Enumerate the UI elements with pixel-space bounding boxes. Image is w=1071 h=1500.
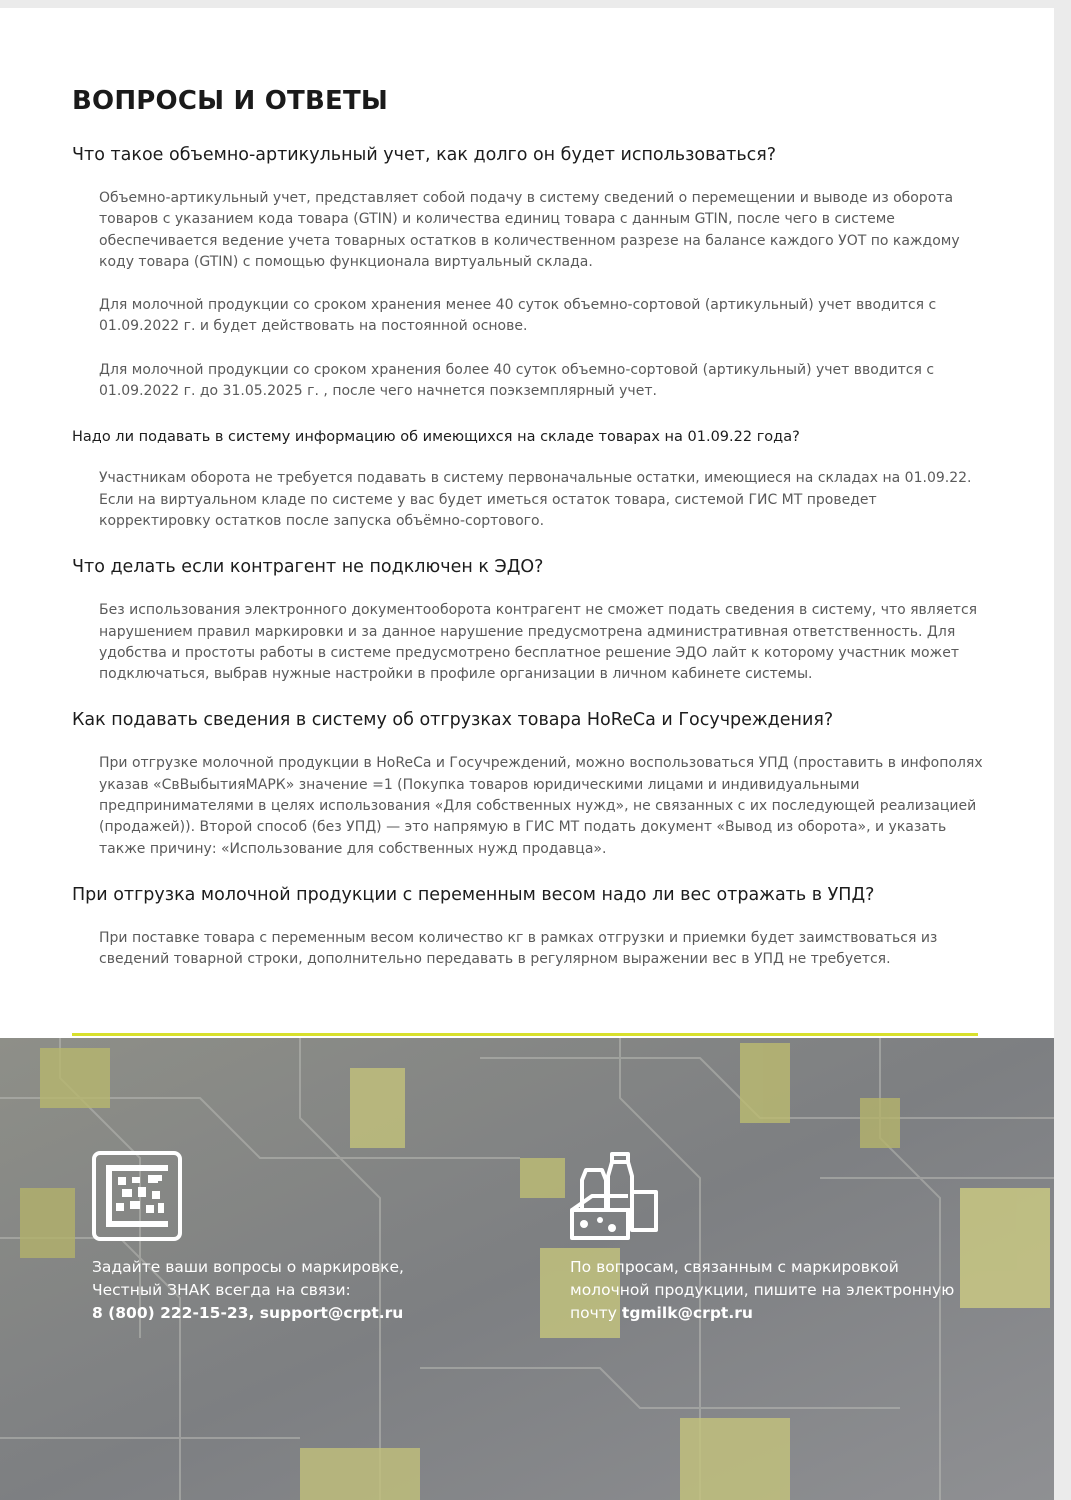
document-page (0, 8, 1054, 1500)
answer-paragraph: Участникам оборота не требуется подавать в систему первоначальные остатки, имеющиеся на складах на 01.09.22. Если на виртуальном кладе по системе у вас будет иметься остаток товара, системой ГИС МТ проведет корректировку остатков после запуска объёмно-сортового. (99, 470, 972, 529)
page-title: ВОПРОСЫ И ОТВЕТЫ (72, 86, 389, 116)
answer (99, 188, 992, 402)
datamatrix-code-icon (92, 1151, 182, 1241)
answer-paragraph: При поставке товара с переменным весом количество кг в рамках отгрузки и приемки будет заимствоваться из сведений товарной строки, дополнительно передавать в регулярном выражении вес в УПД не требуется. (99, 929, 938, 968)
qa-item-2 (72, 426, 992, 532)
answer (99, 600, 992, 685)
answer-paragraph: Объемно-артикульный учет, представляет собой подачу в систему сведений о перемещении и выводе из оборота товаров с указанием кода товара (GTIN) и количества единиц товара с данным GTIN, после чего в системе обеспечивается ведение учета товарных остатков в количественном разрезе на балансе каждого УОТ по каждому коду товара (GTIN) с помощью функционала виртуальный склада. (99, 190, 960, 270)
support-contact-block (92, 1256, 492, 1325)
question: Надо ли подавать в систему информацию об имеющихся на складе товарах на 01.09.22 года? (72, 429, 800, 446)
question: Как подавать сведения в систему об отгрузках товара HoReCa и Госучреждения? (72, 710, 834, 731)
qa-item-1 (72, 144, 992, 402)
qa-item-3 (72, 556, 992, 685)
email-prefix: почту (570, 1304, 622, 1322)
question: При отгрузка молочной продукции с переменным весом надо ли вес отражать в УПД? (72, 884, 875, 905)
contact-line (570, 1302, 990, 1325)
answer (99, 753, 992, 859)
support-phone-email: 8 (800) 222-15-23, support@crpt.ru (92, 1304, 404, 1322)
contact-line: молочной продукции, пишите на электронную (570, 1281, 955, 1299)
answer-paragraph: Для молочной продукции со сроком хранения более 40 суток объемно-сортовой (артикульный) учет вводится с 01.09.2022 г. до 31.05.2025 г. , после чего начнется поэкземплярный учет. (99, 361, 935, 400)
dairy-email-link[interactable]: tgmilk@crpt.ru (621, 1304, 753, 1322)
answer-paragraph: Без использования электронного документооборота контрагент не сможет подать сведения в систему, что является нарушением правил маркировки и за данное нарушение предусмотрена административная ответственность. Для удобства и простоты работы в системе предусмотрено бесплатное решение ЭДО лайт к которому участник может подключаться, выбрав нужные настройки в профиле организации в личном кабинете системы. (99, 602, 978, 683)
answer-paragraph: При отгрузке молочной продукции в HoReCa и Госучреждений, можно воспользоваться УПД (проставить в инфополях указав «СвВыбытияМАРК» значение =1 (Покупка товаров юридическими лицами и индивидуальными предпринимателями в целях использования «Для собственных нужд», не связанных с их последующей реализацией (продажей)). Второй способ (без УПД) — это напрямую в ГИС МТ подать документ «Вывод из оборота», и указать также причину: «Использование для собственных нужд продавца». (99, 755, 983, 857)
answer-paragraph: Для молочной продукции со сроком хранения менее 40 суток объемно-сортовой (артикульный) учет вводится с 01.09.2022 г. и будет действовать на постоянной основе. (99, 297, 937, 335)
qa-item-5 (72, 884, 992, 971)
dairy-contact-block (570, 1256, 990, 1325)
contact-line: Задайте ваши вопросы о маркировке, (92, 1258, 404, 1276)
contact-line: Честный ЗНАК всегда на связи: (92, 1281, 351, 1299)
qa-item-4 (72, 709, 992, 859)
faq-section (72, 86, 992, 995)
contact-line: По вопросам, связанным с маркировкой (570, 1258, 899, 1276)
dairy-products-icon (568, 1150, 664, 1242)
answer (99, 468, 992, 532)
answer (99, 928, 992, 971)
accent-divider (72, 1033, 978, 1036)
question: Что делать если контрагент не подключен к ЭДО? (72, 557, 544, 578)
question: Что такое объемно-артикульный учет, как долго он будет использоваться? (72, 145, 777, 165)
